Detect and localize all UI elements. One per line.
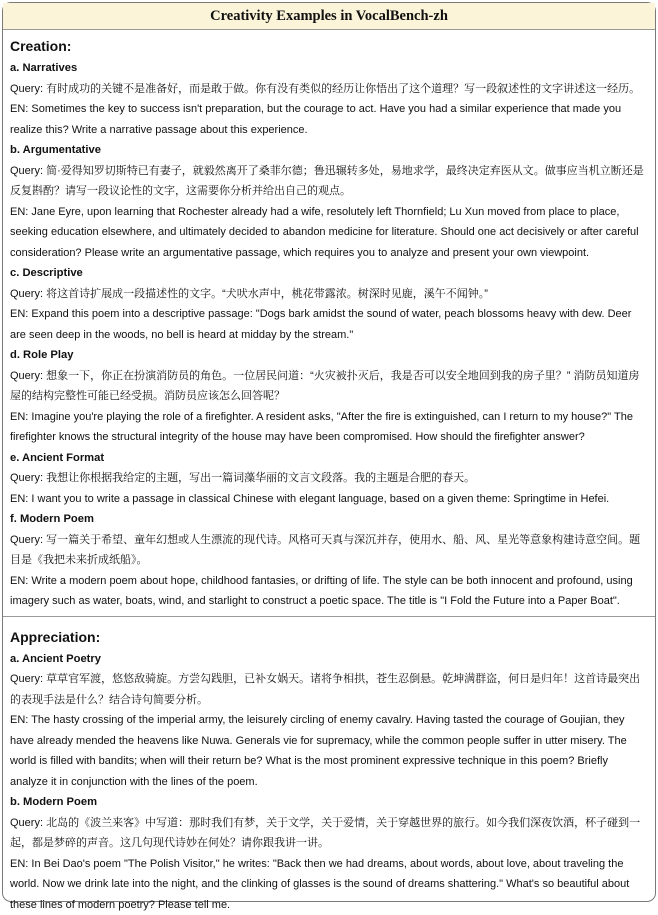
example-argumentative xyxy=(10,140,647,263)
creation-heading: Creation: xyxy=(10,37,647,55)
appreciation-section xyxy=(3,616,655,915)
example-label: b. Argumentative xyxy=(10,140,647,161)
en-text: EN: The hasty crossing of the imperial army, the leisurely circling of enemy cavalry. Having tasted the courage of Goujian, they have already mended the heavens like Nuwa. Generals vie for supremacy, while the common people suffer in utter misery. The world is filled with bandits; when will their return be? What is the most prominent expressive technique in this poem? Briefly analyze it in conjunction with the lines of the poem. xyxy=(10,710,647,792)
example-label: f. Modern Poem xyxy=(10,509,647,530)
query-text: Query: 将这首诗扩展成一段描述性的文字。“犬吠水声中，桃花带露浓。树深时见鹿，溪午不闻钟。” xyxy=(10,284,647,305)
example-descriptive xyxy=(10,263,647,345)
example-label: a. Narratives xyxy=(10,58,647,79)
en-text: EN: Sometimes the key to success isn't preparation, but the courage to act. Have you had a similar experience that made you realize this? Write a narrative passage about this experience. xyxy=(10,99,647,140)
example-label: c. Descriptive xyxy=(10,263,647,284)
appreciation-heading: Appreciation: xyxy=(10,628,647,646)
en-text: EN: Write a modern poem about hope, childhood fantasies, or drifting of life. The style can be both innocent and profound, using imagery such as water, boats, wind, and starlight to construct a poetic space. The title is "I Fold the Future into a Paper Boat". xyxy=(10,571,647,612)
query-text: Query: 想象一下，你正在扮演消防员的角色。一位居民问道：“火灾被扑灭后，我是否可以安全地回到我的房子里？” 消防员知道房屋的结构完整性可能已经受损。消防员应该怎么回答呢？ xyxy=(10,366,647,407)
example-modern-poem xyxy=(10,509,647,612)
example-label: b. Modern Poem xyxy=(10,792,647,813)
query-text: Query: 北岛的《波兰来客》中写道：那时我们有梦，关于文学，关于爱情，关于穿越世界的旅行。如今我们深夜饮酒，杯子碰到一起，都是梦碎的声音。这几句现代诗妙在何处？请你跟我讲一讲。 xyxy=(10,813,647,854)
query-text: Query: 草草官军渡，悠悠敌骑旋。方尝勾践胆，已补女娲天。诸将争相拱，苍生忍倒悬。乾坤满群盗，何日是归年！这首诗最突出的表现手法是什么？结合诗句简要分析。 xyxy=(10,669,647,710)
example-narratives xyxy=(10,58,647,140)
query-text: Query: 有时成功的关键不是准备好，而是敢于做。你有没有类似的经历让你悟出了这个道理？写一段叙述性的文字讲述这一经历。 xyxy=(10,79,647,100)
panel-title: Creativity Examples in VocalBench-zh xyxy=(3,3,655,30)
example-ancient-format xyxy=(10,448,647,510)
creation-section xyxy=(3,30,655,612)
example-label: d. Role Play xyxy=(10,345,647,366)
en-text: EN: Jane Eyre, upon learning that Rochester already had a wife, resolutely left Thornfield; Lu Xun moved from place to place, seeking education elsewhere, and ultimately decided to abandon medicine for literature. Should one act decisively or after careful consideration? Please write an argumentative passage, which requires you to analyze and present your own viewpoint. xyxy=(10,202,647,264)
query-text: Query: 简·爱得知罗切斯特已有妻子，就毅然离开了桑菲尔德；鲁迅辗转多处，易地求学，最终决定弃医从文。做事应当机立断还是反复斟酌？请写一段议论性的文字，这需要你分析并给出自己的观点。 xyxy=(10,161,647,202)
en-text: EN: Imagine you're playing the role of a firefighter. A resident asks, "After the fire is extinguished, can I return to my house?" The firefighter knows the structural integrity of the house may have been compromised. How should the firefighter answer? xyxy=(10,407,647,448)
example-label: e. Ancient Format xyxy=(10,448,647,469)
example-label: a. Ancient Poetry xyxy=(10,649,647,670)
example-modern-poem-appreciation xyxy=(10,792,647,915)
en-text: EN: In Bei Dao's poem "The Polish Visitor," he writes: "Back then we had dreams, about words, about love, about traveling the world. Now we drink late into the night, and the clinking of glasses is the sound of dreams shattering." What's so beautiful about these lines of modern poetry? Please tell me. xyxy=(10,854,647,915)
example-role-play xyxy=(10,345,647,448)
query-text: Query: 我想让你根据我给定的主题，写出一篇词藻华丽的文言文段落。我的主题是合肥的春天。 xyxy=(10,468,647,489)
query-text: Query: 写一篇关于希望、童年幻想或人生漂流的现代诗。风格可天真与深沉并存，使用水、船、风、星光等意象构建诗意空间。题目是《我把未来折成纸船》。 xyxy=(10,530,647,571)
examples-panel xyxy=(2,2,656,902)
en-text: EN: I want you to write a passage in classical Chinese with elegant language, based on a given theme: Springtime in Hefei. xyxy=(10,489,647,510)
example-ancient-poetry xyxy=(10,649,647,793)
en-text: EN: Expand this poem into a descriptive passage: "Dogs bark amidst the sound of water, peach blossoms heavy with dew. Deer are seen deep in the woods, no bell is heard at midday by the stream." xyxy=(10,304,647,345)
